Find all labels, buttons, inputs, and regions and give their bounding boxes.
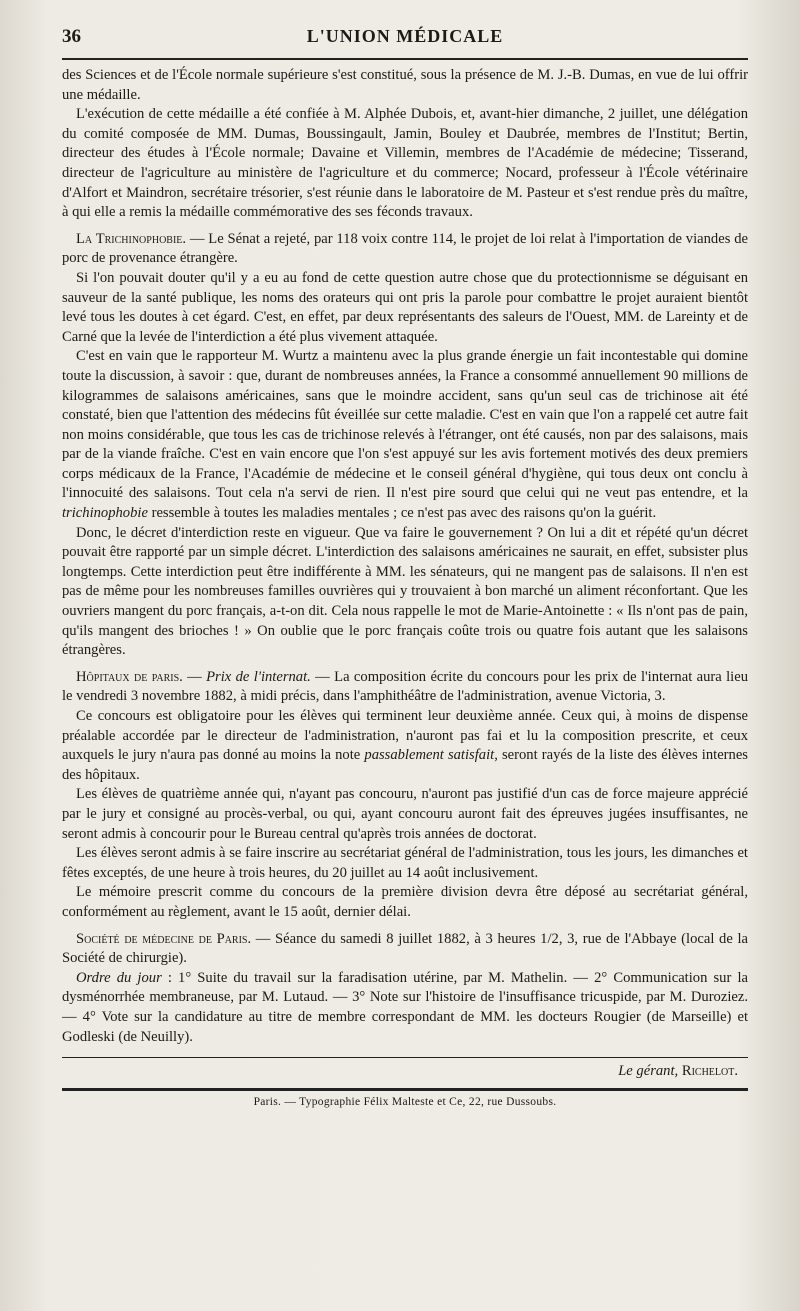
hopitaux-intro: — La composition écrite du concours pour les prix de l'internat aura lieu le vendredi 3 novembre 1882, à midi précis, dans l'amphithéâtre de l'administration, avenue Victoria, 3. — [62, 668, 748, 705]
hopitaux-p2-text-b: , seront rayés de la liste des élèves internes des hôpitaux. — [62, 747, 748, 783]
societe-paragraph-2 — [62, 969, 748, 1047]
printer-line: Paris. — Typographie Félix Malteste et Ce, 22, rue Dussoubs. — [253, 1096, 557, 1109]
societe-heading: Société de médecine de Paris. — [76, 930, 252, 947]
trichinophobie-intro: — Le Sénat a rejeté, par 118 voix contre 114, le projet de loi relat à l'importation de viandes de porc de provenance étrangère. — [62, 230, 748, 267]
trichinophobie-p3-text-b: ressemble à toutes les maladies mentales ; ce n'est pas avec des raisons qu'on la guérit. — [147, 505, 657, 522]
hopitaux-paragraph-4: Les élèves seront admis à se faire inscrire au secrétariat général de l'administration, tous les jours, les dimanches et fêtes exceptés, de une heure à trois heures, du 20 juillet au 14 août inclusivement. — [62, 845, 748, 881]
signature-name: Richelot. — [681, 1063, 738, 1080]
page-number: 36 — [62, 26, 81, 47]
signature-label: Le gérant, — [618, 1063, 679, 1080]
trichinophobie-heading: La Trichinophobie. — [76, 230, 187, 247]
medaille-paragraph-1: des Sciences et de l'École normale supérieure s'est constitué, sous la présence de M. J.-B. Dumas, en vue de lui offrir une médaille. — [62, 67, 748, 103]
hopitaux-paragraph-5: Le mémoire prescrit comme du concours de la première division devra être déposé au secrétariat général, conformément au règlement, avant le 15 août, dernier délai. — [62, 884, 748, 920]
hopitaux-paragraph-3: Les élèves de quatrième année qui, n'ayant pas concouru, n'auront pas justifié d'un cas de force majeure apprécié par le jury et consigné au procès-verbal, ou qui, ayant concouru auront fait des épreuves jugées insuffisantes, ne seront admis à concourir pour le Bureau central qu'après trois années de doctorat. — [62, 786, 748, 842]
hopitaux-subheading: Prix de l'internat. — [206, 668, 311, 685]
page-header — [62, 26, 748, 58]
medaille-paragraph-2: L'exécution de cette médaille a été confiée à M. Alphée Dubois, et, avant-hier dimanche, 2 juillet, une délégation du comité composée de MM. Dumas, Boussingault, Jamin, Bouley et Daubrée, membres de l'Institut; Bertin, directeur des études à l'École normale; Davaine et Villemin, membres de l'Académie de médecine; Tisserand, directeur de l'agriculture au ministère de l'agriculture et du commerce; Nocard, professeur à l'École vétérinaire d'Alfort et Maindron, secrétaire trésorier, s'est réunie dans le laboratoire de M. Pasteur et s'est rendue près du maître, à qui elle a remis la médaille commémorative des ses féconds travaux. — [62, 106, 748, 221]
ordre-du-jour-label: Ordre du jour — [76, 969, 162, 986]
journal-title: L'UNION MÉDICALE — [306, 26, 504, 46]
signature — [62, 1058, 748, 1086]
section-gap — [62, 923, 748, 930]
section-gap — [62, 223, 748, 230]
hopitaux-dash: — — [182, 668, 207, 685]
header-rule — [62, 58, 748, 60]
trichinophobie-paragraph-4: Donc, le décret d'interdiction reste en vigueur. Que va faire le gouvernement ? On lui a dit et répété qu'un décret pouvait être rapporté par un simple décret. L'interdiction des salaisons américaines ne saurait, en effet, subsister plus longtemps. Cette interdiction peut être indifférente à MM. les sénateurs, qui ne mangent pas de salaisons. Il n'en est pas de même pour les nombreuses familles ouvrières qui y trouvaient à bon marché un aliment réconfortant. Que les ouvriers mangent du porc français, a-t-on dit. Cela nous rappelle le mot de Marie-Antoinette : « Ils n'ont pas de pain, qu'ils mangent des brioches ! » On oublie que le porc français coûte trois ou quatre fois autant que les salaisons étrangères. — [62, 524, 748, 659]
hopitaux-p2-text-a: Ce concours est obligatoire pour les élèves qui terminent leur deuxième année. Ceux qui, à moins de dispense préalable accordée par le directeur de l'administration, n'auront pas fai et lu la composition prescrite, et ceux auxquels le jury n'aura pas donné au moins la note — [62, 708, 748, 764]
ordre-du-jour-text: : 1° Suite du travail sur la faradisation utérine, par M. Mathelin. — 2° Communication sur la dysménorrhée membraneuse, par M. Lutaud. — 3° Note sur l'histoire de l'insuffisance tricuspide, par M. Duroziez. — 4° Vote sur la candidature au titre de membre correspondant de MM. les docteurs Rougier (de Marseille) et Godleski (de Neuilly). — [62, 969, 748, 1045]
trichinophobie-paragraph-1 — [62, 230, 748, 269]
trichinophobie-paragraph-3 — [62, 347, 748, 523]
societe-intro: — Séance du samedi 8 juillet 1882, à 3 heures 1/2, 3, rue de l'Abbaye (local de la Société de chirurgie). — [62, 930, 748, 967]
footer — [62, 1057, 748, 1108]
trichinophobie-italic-word: trichinophobie — [62, 505, 148, 522]
hopitaux-heading: Hôpitaux de paris. — [76, 668, 183, 685]
hopitaux-italic-phrase: passablement satisfait — [364, 747, 495, 764]
hopitaux-paragraph-2 — [62, 707, 748, 785]
trichinophobie-p3-text-a: C'est en vain que le rapporteur M. Wurtz a maintenu avec la plus grande énergie un fait incontestable qui domine toute la discussion, à savoir : que, durant de nombreuses années, la France a consommé annuellement 90 millions de kilogrammes de salaisons américaines, sans que le moindre accident, sans qu'un seul cas de trichinose ait été constaté, bien que l'attention des médecins fût éveillée sur cette maladie. C'est en vain que l'on a rappelé cet autre fait non moins considérable, que tous les cas de trichinose relevés à l'étranger, ont été causés, non par des salaisons, mais par de la viande fraîche. C'est en vain encore que l'on s'est appuyé sur les avis fortement motivés des deux premiers corps médicaux de la France, l'Académie de médecine et le conseil général d'hygiène, qui tous deux ont conclu à l'innocuité des salaisons. Tout cela n'a servi de rien. Il n'est pire sourd que celui qui ne veut pas entendre, et la — [62, 348, 748, 502]
hopitaux-paragraph-1 — [62, 668, 748, 707]
societe-paragraph-1 — [62, 930, 748, 969]
article-body — [62, 66, 748, 1047]
section-gap — [62, 661, 748, 668]
trichinophobie-paragraph-2: Si l'on pouvait douter qu'il y a eu au fond de cette question autre chose que du protectionnisme se déguisant en sauveur de la santé publique, les noms des orateurs qui ont pris la parole pour combattre le projet auraient bientôt levé tous les doutes à cet égard. C'est, en effet, par deux représentants des saleurs de l'Ouest, MM. de Lareinty et de Carné que la levée de l'interdiction a été plus vivement attaquée. — [62, 269, 748, 345]
